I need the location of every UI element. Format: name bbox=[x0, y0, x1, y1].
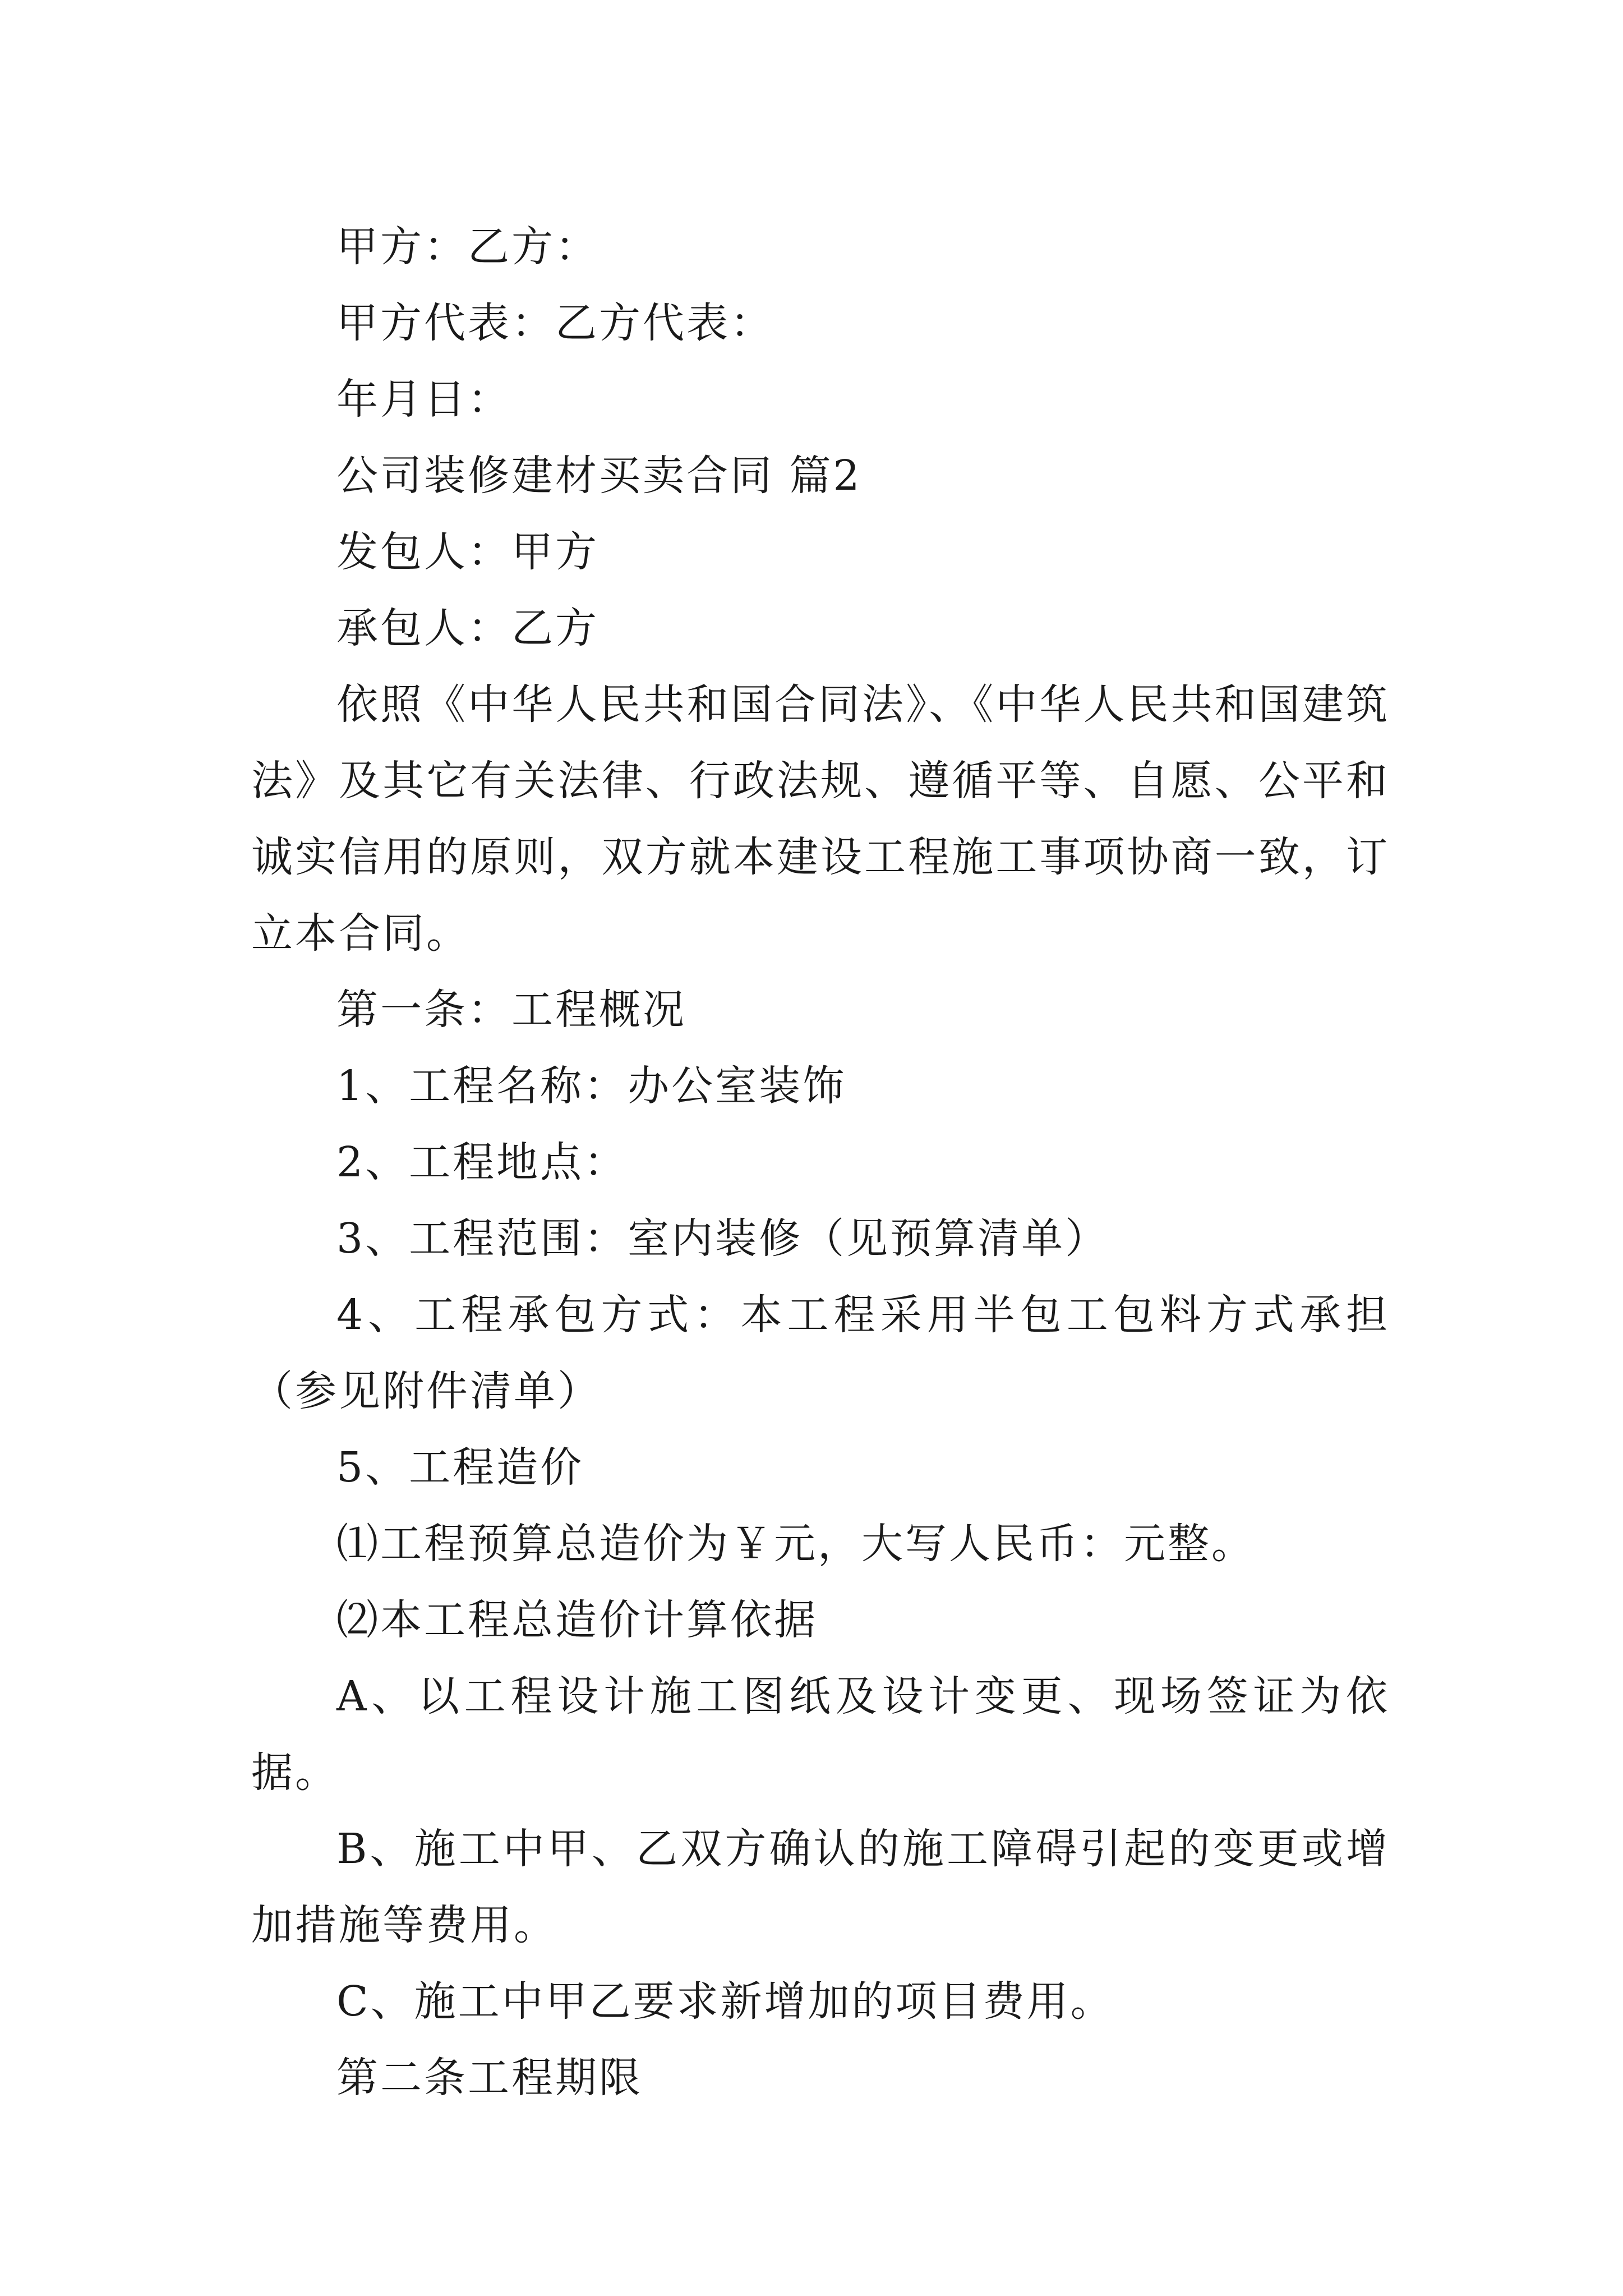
article-2-heading: 第二条工程期限 bbox=[336, 2054, 643, 2102]
preamble-paragraph: 依照《中华人民共和国合同法》、《中华人民共和国建筑法》及其它有关法律、行政法规、遵循平等、自愿、公平和诚实信用的原则，双方就本建设工程施工事项协商一致，订立本合同。 bbox=[251, 680, 1390, 958]
contractor-line: 承包人：乙方 bbox=[336, 604, 599, 652]
section-title: 公司装修建材买卖合同 篇2 bbox=[336, 452, 862, 500]
article-1-heading: 第一条：工程概况 bbox=[336, 986, 686, 1034]
party-line: 甲方：乙方： bbox=[336, 223, 599, 271]
document-body bbox=[251, 209, 1390, 2116]
cost-basis-line: ⑵本工程总造价计算依据 bbox=[336, 1596, 818, 1644]
contractor-issuer-line: 发包人：甲方 bbox=[336, 528, 599, 576]
date-line: 年月日： bbox=[336, 375, 511, 424]
total-cost-line: ⑴工程预算总造价为￥元，大写人民币：元整。 bbox=[336, 1520, 1255, 1568]
basis-c-line: C、施工中甲乙要求新增加的项目费用。 bbox=[336, 1977, 1114, 2026]
project-name-line: 1、工程名称：办公室装饰 bbox=[336, 1062, 847, 1110]
project-location-line: 2、工程地点： bbox=[336, 1138, 628, 1186]
basis-b-paragraph: B、施工中甲、乙双方确认的施工障碍引起的变更或增加措施等费用。 bbox=[251, 1825, 1390, 1949]
basis-a-line: A、以工程设计施工图纸及设计变更、现场签证为依据。 bbox=[251, 1672, 1390, 1797]
representative-line: 甲方代表：乙方代表： bbox=[336, 299, 774, 347]
contract-method-paragraph: 4、工程承包方式：本工程采用半包工包料方式承担（参见附件清单） bbox=[251, 1291, 1390, 1415]
project-scope-line: 3、工程范围：室内装修（见预算清单） bbox=[336, 1214, 1109, 1263]
project-cost-heading: 5、工程造价 bbox=[336, 1443, 584, 1492]
